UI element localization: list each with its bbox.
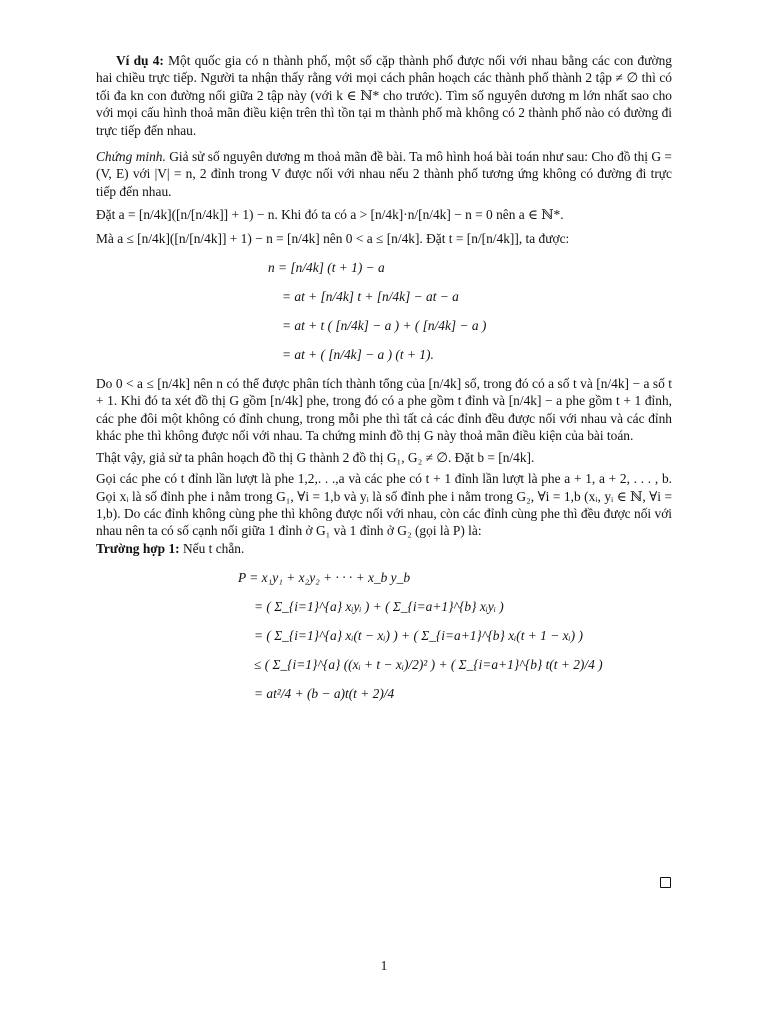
case-1-label: Trường hợp 1: xyxy=(96,540,180,556)
document-page xyxy=(96,52,672,714)
page-number: 1 xyxy=(380,958,388,973)
equation-line: P = x₁y₁ + x₂y₂ + · · · + x_b y_b xyxy=(238,570,411,586)
case-1-text: Nếu t chẵn. xyxy=(183,540,245,556)
bound-a-line: Mà a ≤ [n/4k]([n/[n/4k]] + 1) − n = [n/4k] nên 0 < a ≤ [n/4k]. Đặt t = [n/[n/4k]], ta được: xyxy=(96,230,570,246)
proof-intro xyxy=(96,148,672,200)
proof-intro-text: Giả sử số nguyên dương m thoả mãn đề bài. Ta mô hình hoá bài toán như sau: Cho đồ thị G = (V, E) với |V| = n, 2 đỉnh trong V được nối với nhau nếu 2 thành phố tương ứng không có đường đi trực tiếp đến nhau. xyxy=(96,149,672,199)
equation-line: = at + [n/4k] t + [n/4k] − at − a xyxy=(282,289,459,305)
example-paragraph xyxy=(96,52,672,139)
equation-line: = at + t ( [n/4k] − a ) + ( [n/4k] − a ) xyxy=(282,318,487,334)
indeed-line: Thật vậy, giả sử ta phân hoạch đồ thị G thành 2 đồ thị G₁, G₂ ≠ ∅. Đặt b = [n/4k]. xyxy=(96,449,535,465)
equation-block-n xyxy=(96,253,672,369)
equation-line: = ( Σ_{i=1}^{a} xᵢ(t − xᵢ) ) + ( Σ_{i=a+1}^{b} xᵢ(t + 1 − xᵢ) ) xyxy=(254,628,583,644)
equation-line: n = [n/4k] (t + 1) − a xyxy=(268,260,385,276)
example-label: Ví dụ 4: xyxy=(116,53,164,68)
equation-block-p xyxy=(96,563,672,708)
equation-line: = at + ( [n/4k] − a ) (t + 1). xyxy=(282,347,434,363)
equation-line: = ( Σ_{i=1}^{a} xᵢyᵢ ) + ( Σ_{i=a+1}^{b} xᵢyᵢ ) xyxy=(254,599,504,615)
case-1-heading xyxy=(96,540,672,557)
proof-label: Chứng minh. xyxy=(96,149,166,165)
qed-square-icon xyxy=(660,877,671,888)
equation-line: = at²/4 + (b − a)t(t + 2)/4 xyxy=(254,686,395,702)
decomposition-paragraph: Do 0 < a ≤ [n/4k] nên n có thể được phân tích thành tổng của [n/4k] số, trong đó có a số t và [n/4k] − a số t + 1. Khi đó ta xét đồ thị G gồm [n/4k] phe, trong đó có a phe gồm t đỉnh và [n/4k] − a phe gồm t + 1 đỉnh, các phe đôi một không có đỉnh chung, trong mỗi phe thì tất cả các đỉnh đều được nối với nhau và các đỉnh khác phe thì không được nối với nhau. Ta chứng minh đồ thị G này thoả mãn điều kiện của bài toán. xyxy=(96,376,672,444)
equation-line: ≤ ( Σ_{i=1}^{a} ((xᵢ + t − xᵢ)/2)² ) + ( Σ_{i=a+1}^{b} t(t + 2)/4 ) xyxy=(254,657,603,673)
partition-paragraph: Gọi các phe có t đỉnh lần lượt là phe 1,2,. . .,a và các phe có t + 1 đỉnh lần lượt là phe a + 1, a + 2, . . . , b. Gọi xᵢ là số đỉnh phe i nằm trong G₁, ∀i = 1,b và yᵢ là số đỉnh phe i nằm trong G₂, ∀i = 1,b (xᵢ, yᵢ ∈ ℕ, ∀i = 1,b). Do các đỉnh không cùng phe thì không được nối với nhau, còn các đỉnh cùng phe thì đều được nối với nhau nên ta có số cạnh nối giữa 1 đỉnh ở G₁ và 1 đỉnh ở G₂ (gọi là P) là: xyxy=(96,471,672,539)
set-a-line: Đặt a = [n/4k]([n/[n/4k]] + 1) − n. Khi đó ta có a > [n/4k]·n/[n/4k] − n = 0 nên a ∈ ℕ*. xyxy=(96,207,564,223)
example-text: Một quốc gia có n thành phố, một số cặp thành phố được nối với nhau bằng các con đường hai chiều trực tiếp. Người ta nhận thấy rằng với mọi cách phân hoạch các thành phố thành 2 tập ≠ ∅ thì có tối đa kn con đường nối giữa 2 tập này (với k ∈ ℕ* cho trước). Tìm số nguyên dương m lớn nhất sao cho với mọi cấu hình thoả mãn điều kiện trên thì tồn tại m thành phố mà không có 2 thành phố nào có đường đi trực tiếp đến nhau. xyxy=(96,53,672,138)
